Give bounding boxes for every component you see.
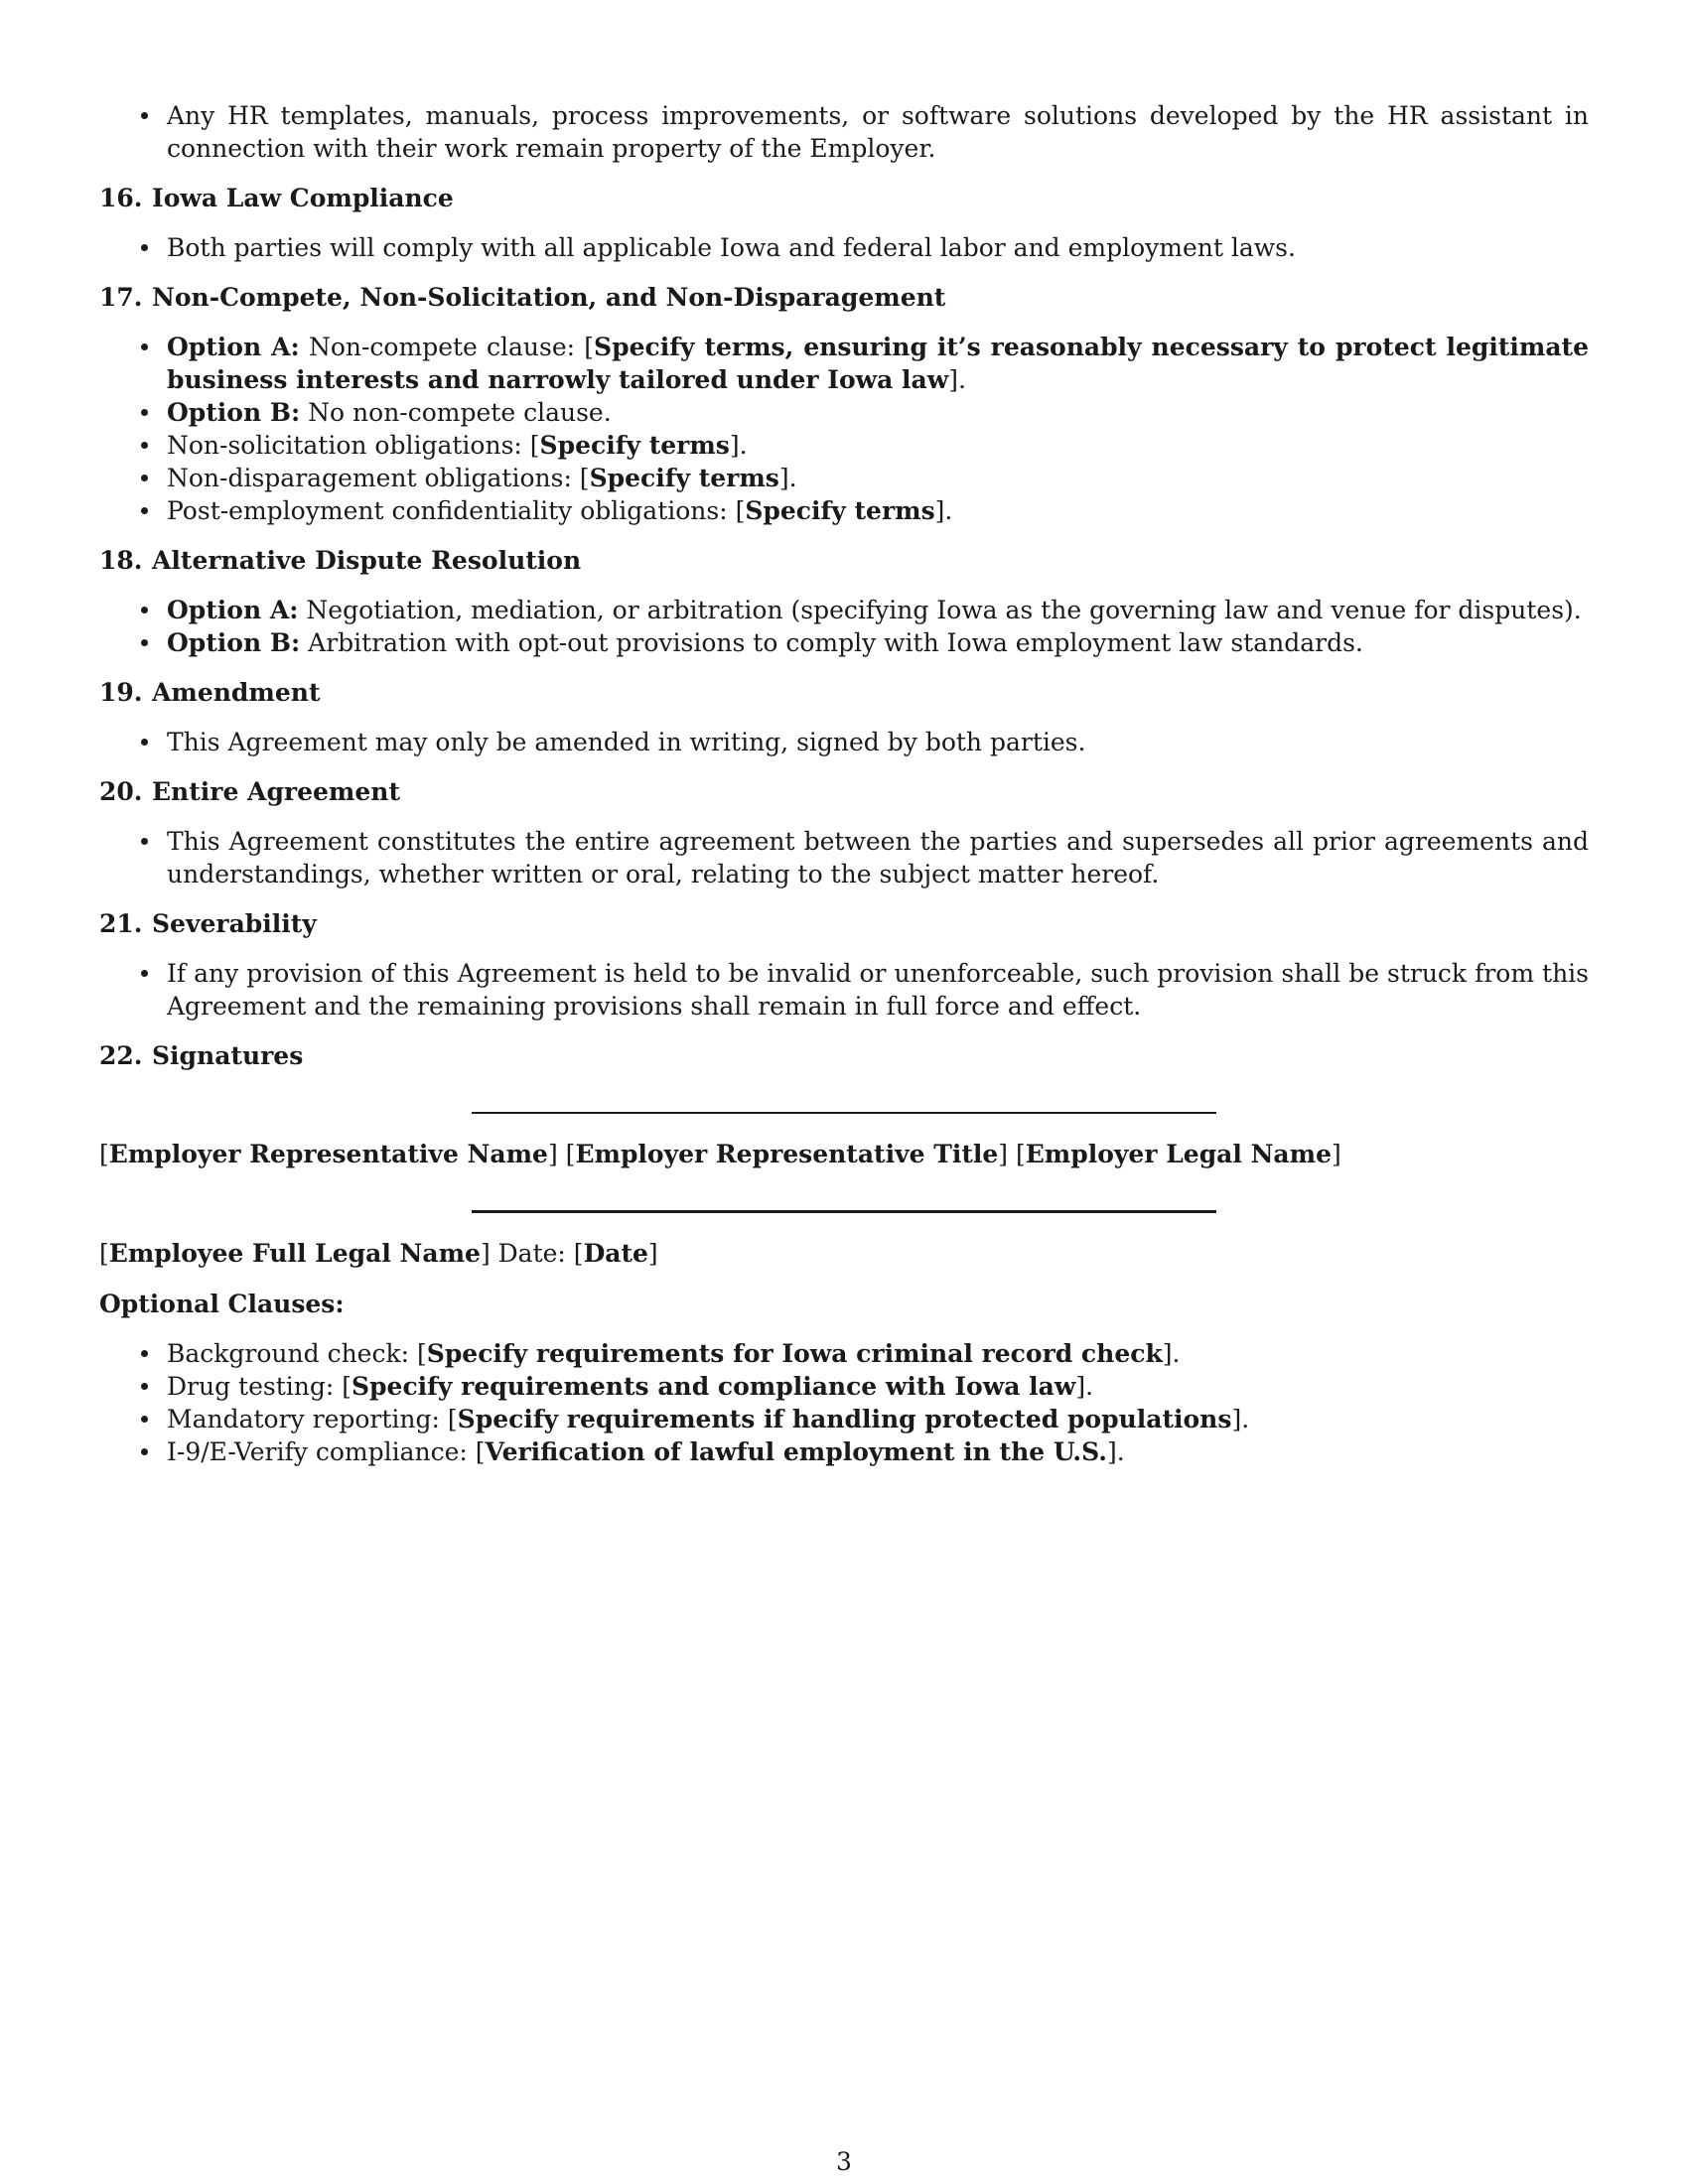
list-item	[99, 429, 1589, 462]
text-run: ]	[647, 1239, 658, 1268]
bold-text: Verification of lawful employment in the U.S.	[485, 1437, 1107, 1466]
section-heading	[99, 182, 1589, 214]
text-run: Mandatory reporting: [	[167, 1405, 458, 1433]
section-number: 17.	[99, 283, 143, 312]
section-title: Severability	[152, 909, 317, 938]
text-run: Post-employment confidentiality obligations: [	[167, 496, 746, 525]
list-item	[99, 626, 1589, 659]
text-run: Negotiation, mediation, or arbitration (specifying Iowa as the governing law and venue for disputes).	[298, 596, 1582, 624]
text-run: I-9/E-Verify compliance: [	[167, 1437, 486, 1466]
text-run: No non-compete clause.	[300, 398, 612, 427]
text-run: Arbitration with opt-out provisions to comply with Iowa employment law standards.	[300, 628, 1363, 657]
text-run: Background check: [	[167, 1339, 427, 1368]
section-list	[99, 957, 1589, 1023]
text-run: ]	[1332, 1140, 1341, 1168]
text-run: If any provision of this Agreement is held to be invalid or unenforceable, such provision shall be struck from this Agreement and the remaining provisions shall remain in full force and effect.	[167, 959, 1589, 1021]
text-run: ].	[1075, 1372, 1094, 1401]
bold-text: Employer Representative Title	[575, 1140, 999, 1168]
text-run: Both parties will comply with all applicable Iowa and federal labor and employment laws.	[167, 233, 1296, 262]
section-number: 22.	[99, 1041, 143, 1070]
list-item	[99, 1337, 1589, 1370]
text-run: ].	[778, 464, 797, 492]
sections-container	[99, 182, 1589, 1072]
text-run: ] [	[998, 1140, 1026, 1168]
section-title: Non-Compete, Non-Solicitation, and Non-Disparagement	[152, 283, 946, 312]
section-title: Amendment	[152, 678, 321, 707]
list-item	[99, 331, 1589, 396]
list-item	[99, 1403, 1589, 1435]
section-list	[99, 331, 1589, 527]
list-item: Any HR templates, manuals, process improvements, or software solutions developed by the HR assistant in connection with their work remain property of the Employer.	[99, 99, 1589, 165]
bold-text: Specify terms	[745, 496, 935, 525]
text-run: ].	[1162, 1339, 1181, 1368]
bold-text: Option B:	[167, 398, 301, 427]
text-run: ] Date: [	[480, 1239, 584, 1268]
employee-signature-block	[99, 1237, 1589, 1270]
section-heading	[99, 907, 1589, 940]
text-run: [	[99, 1239, 109, 1268]
list-item	[99, 396, 1589, 429]
section-list	[99, 726, 1589, 758]
list-item	[99, 1370, 1589, 1403]
text-run: This Agreement constitutes the entire agreement between the parties and supersedes all prior agreements and understandings, whether written or oral, relating to the subject matter hereof.	[167, 827, 1589, 888]
text-run: Non-solicitation obligations: [	[167, 431, 540, 460]
section-title: Signatures	[152, 1041, 304, 1070]
bold-text: Option A:	[167, 596, 299, 624]
list-item	[99, 1435, 1589, 1468]
bold-text: Employee Full Legal Name	[108, 1239, 481, 1268]
list-item	[99, 825, 1589, 890]
bold-text: Specify requirements for Iowa criminal record check	[426, 1339, 1163, 1368]
section-number: 21.	[99, 909, 143, 938]
employer-signature-line	[472, 1112, 1216, 1114]
text-run: ].	[934, 496, 953, 525]
section-heading	[99, 1039, 1589, 1072]
text-run: ] [	[547, 1140, 576, 1168]
bold-text: Date	[583, 1239, 648, 1268]
text-run: ].	[729, 431, 748, 460]
section-number: 16.	[99, 184, 143, 212]
text-run: [	[99, 1140, 109, 1168]
bold-text: Option A:	[167, 333, 300, 361]
section-list	[99, 825, 1589, 890]
section-heading	[99, 676, 1589, 709]
section-title: Entire Agreement	[152, 777, 400, 806]
text-run: This Agreement may only be amended in writing, signed by both parties.	[167, 728, 1086, 756]
text-run: ].	[1231, 1405, 1250, 1433]
text-run: Non-compete clause: [	[299, 333, 595, 361]
section-number: 19.	[99, 678, 143, 707]
section-heading	[99, 544, 1589, 577]
section-number: 18.	[99, 546, 143, 575]
bold-text: Specify terms	[589, 464, 779, 492]
bold-text: Specify terms	[539, 431, 730, 460]
employer-signature-block	[99, 1138, 1589, 1170]
list-item	[99, 957, 1589, 1023]
section-list	[99, 594, 1589, 659]
section-title: Iowa Law Compliance	[152, 184, 454, 212]
section-list	[99, 231, 1589, 264]
bold-text: Specify terms, ensuring it’s reasonably necessary to protect legitimate business interests and narrowly tailored under Iowa law	[167, 333, 1589, 394]
list-item	[99, 726, 1589, 758]
list-item	[99, 231, 1589, 264]
bold-text: Employer Representative Name	[108, 1140, 548, 1168]
bold-text: Specify requirements and compliance with Iowa law	[352, 1372, 1076, 1401]
list-item	[99, 494, 1589, 527]
text-run: ].	[948, 365, 966, 394]
section-heading	[99, 775, 1589, 808]
text-run: Non-disparagement obligations: [	[167, 464, 590, 492]
bold-text: Employer Legal Name	[1025, 1140, 1332, 1168]
employee-signature-line	[472, 1210, 1216, 1213]
document-page	[99, 99, 1589, 1468]
section-heading	[99, 281, 1589, 314]
section-number: 20.	[99, 777, 143, 806]
intro-list	[99, 99, 1589, 165]
optional-clauses-heading: Optional Clauses:	[99, 1290, 345, 1318]
list-item	[99, 594, 1589, 626]
text-run: Drug testing: [	[167, 1372, 352, 1401]
bold-text: Specify requirements if handling protected populations	[457, 1405, 1232, 1433]
page-number: 3	[836, 2147, 852, 2176]
section-title: Alternative Dispute Resolution	[152, 546, 582, 575]
text-run: ].	[1106, 1437, 1125, 1466]
bold-text: Option B:	[167, 628, 301, 657]
optional-clauses-list	[99, 1337, 1589, 1468]
list-item	[99, 462, 1589, 494]
